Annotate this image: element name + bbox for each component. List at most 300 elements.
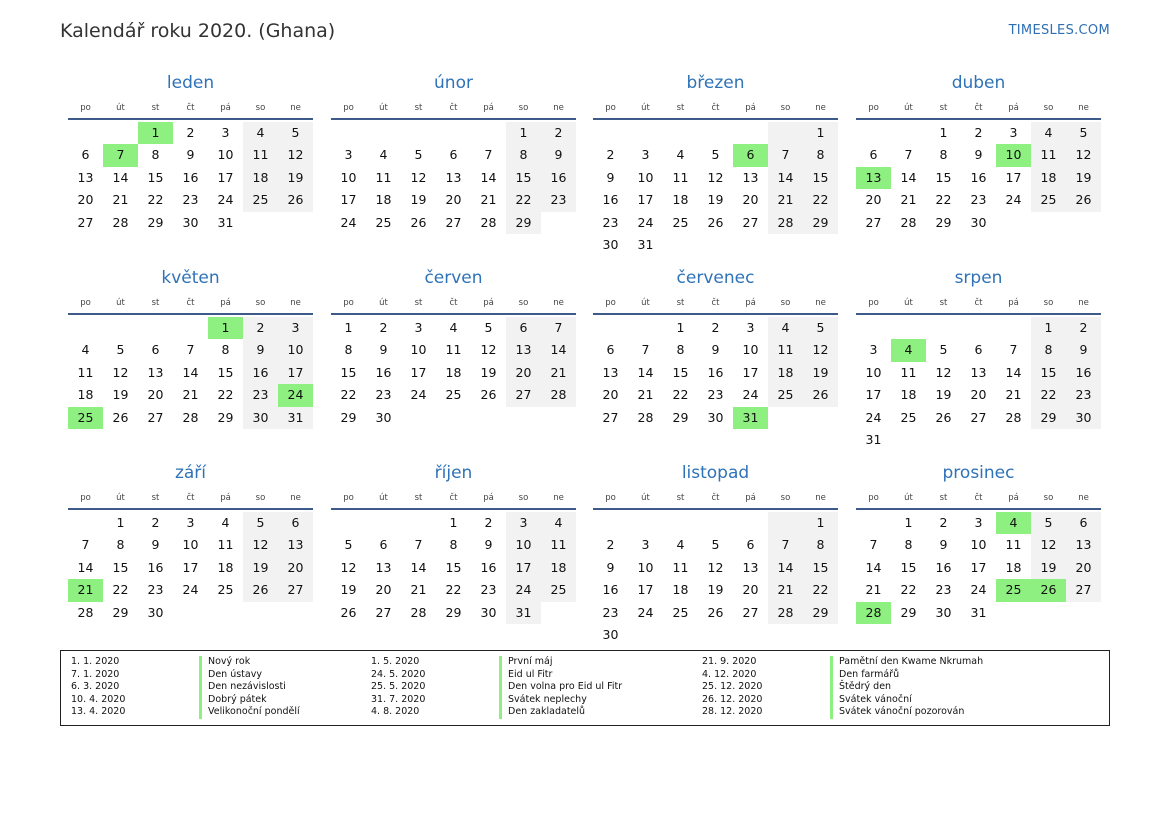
day-cell[interactable]: 9 bbox=[151, 537, 160, 553]
day-cell[interactable]: 24 bbox=[637, 604, 654, 620]
day-cell[interactable]: 25 bbox=[672, 604, 689, 620]
day-cell[interactable]: 2 bbox=[939, 515, 948, 530]
day-cell[interactable]: 7 bbox=[768, 534, 803, 556]
day-cell[interactable]: 29 bbox=[506, 212, 541, 234]
day-cell[interactable]: 30 bbox=[707, 409, 724, 425]
day-cell[interactable]: 27 bbox=[77, 214, 94, 230]
day-cell[interactable]: 12 bbox=[340, 559, 357, 575]
day-cell[interactable]: 6 bbox=[606, 342, 615, 358]
day-cell[interactable]: 9 bbox=[606, 559, 615, 575]
day-cell[interactable]: 17 bbox=[1005, 169, 1022, 185]
day-cell[interactable]: 18 bbox=[672, 582, 689, 598]
day-cell[interactable]: 22 bbox=[1031, 384, 1066, 406]
day-cell[interactable]: 21 bbox=[637, 387, 654, 403]
day-cell[interactable]: 10 bbox=[410, 342, 427, 358]
day-cell[interactable]: 9 bbox=[939, 537, 948, 553]
day-cell[interactable]: 8 bbox=[116, 537, 125, 553]
day-cell[interactable]: 17 bbox=[182, 559, 199, 575]
day-cell[interactable]: 24 bbox=[217, 192, 234, 208]
day-cell[interactable]: 5 bbox=[939, 342, 948, 358]
day-cell[interactable]: 25 bbox=[445, 387, 462, 403]
day-cell[interactable]: 4 bbox=[243, 122, 278, 144]
day-cell[interactable]: 13 bbox=[147, 364, 164, 380]
day-cell[interactable]: 16 bbox=[147, 559, 164, 575]
day-cell[interactable]: 29 bbox=[445, 604, 462, 620]
day-cell[interactable]: 21 bbox=[900, 192, 917, 208]
day-cell[interactable]: 3 bbox=[746, 320, 755, 335]
day-cell[interactable]: 23 bbox=[935, 582, 952, 598]
day-cell[interactable]: 15 bbox=[803, 557, 838, 579]
day-cell[interactable]: 21 bbox=[112, 192, 129, 208]
day-cell[interactable]: 19 bbox=[278, 167, 313, 189]
day-cell[interactable]: 6 bbox=[81, 147, 90, 163]
day-cell[interactable]: 19 bbox=[707, 582, 724, 598]
day-cell[interactable]: 26 bbox=[707, 214, 724, 230]
day-cell[interactable]: 14 bbox=[1005, 364, 1022, 380]
day-cell[interactable]: 27 bbox=[147, 409, 164, 425]
day-cell[interactable]: 6 bbox=[379, 537, 388, 553]
day-cell[interactable]: 16 bbox=[1066, 362, 1101, 384]
day-cell[interactable]: 1 bbox=[676, 320, 685, 335]
day-cell[interactable]: 17 bbox=[410, 364, 427, 380]
holiday-day-cell[interactable]: 31 bbox=[733, 407, 768, 429]
day-cell[interactable]: 12 bbox=[935, 364, 952, 380]
day-cell[interactable]: 30 bbox=[375, 409, 392, 425]
day-cell[interactable]: 22 bbox=[672, 387, 689, 403]
day-cell[interactable]: 31 bbox=[278, 407, 313, 429]
day-cell[interactable]: 26 bbox=[707, 604, 724, 620]
day-cell[interactable]: 13 bbox=[742, 559, 759, 575]
day-cell[interactable]: 29 bbox=[900, 604, 917, 620]
day-cell[interactable]: 19 bbox=[707, 192, 724, 208]
day-cell[interactable]: 24 bbox=[182, 582, 199, 598]
day-cell[interactable]: 4 bbox=[541, 512, 576, 534]
day-cell[interactable]: 19 bbox=[803, 362, 838, 384]
day-cell[interactable]: 23 bbox=[375, 387, 392, 403]
day-cell[interactable]: 6 bbox=[449, 147, 458, 163]
day-cell[interactable]: 4 bbox=[379, 147, 388, 163]
day-cell[interactable]: 23 bbox=[182, 192, 199, 208]
day-cell[interactable]: 11 bbox=[77, 364, 94, 380]
day-cell[interactable]: 9 bbox=[484, 537, 493, 553]
day-cell[interactable]: 28 bbox=[900, 214, 917, 230]
day-cell[interactable]: 20 bbox=[970, 387, 987, 403]
day-cell[interactable]: 8 bbox=[939, 147, 948, 163]
day-cell[interactable]: 2 bbox=[186, 125, 195, 140]
day-cell[interactable]: 2 bbox=[711, 320, 720, 335]
day-cell[interactable]: 12 bbox=[707, 559, 724, 575]
day-cell[interactable]: 2 bbox=[243, 317, 278, 339]
day-cell[interactable]: 22 bbox=[803, 189, 838, 211]
day-cell[interactable]: 27 bbox=[742, 604, 759, 620]
day-cell[interactable]: 3 bbox=[869, 342, 878, 358]
day-cell[interactable]: 4 bbox=[676, 537, 685, 553]
day-cell[interactable]: 20 bbox=[742, 192, 759, 208]
day-cell[interactable]: 2 bbox=[541, 122, 576, 144]
day-cell[interactable]: 10 bbox=[506, 534, 541, 556]
day-cell[interactable]: 13 bbox=[506, 339, 541, 361]
day-cell[interactable]: 1 bbox=[939, 125, 948, 140]
day-cell[interactable]: 22 bbox=[340, 387, 357, 403]
day-cell[interactable]: 25 bbox=[375, 214, 392, 230]
day-cell[interactable]: 4 bbox=[676, 147, 685, 163]
day-cell[interactable]: 26 bbox=[480, 387, 497, 403]
day-cell[interactable]: 10 bbox=[637, 559, 654, 575]
day-cell[interactable]: 21 bbox=[480, 192, 497, 208]
day-cell[interactable]: 9 bbox=[1066, 339, 1101, 361]
day-cell[interactable]: 17 bbox=[340, 192, 357, 208]
day-cell[interactable]: 9 bbox=[186, 147, 195, 163]
holiday-day-cell[interactable]: 1 bbox=[138, 122, 173, 144]
day-cell[interactable]: 13 bbox=[375, 559, 392, 575]
day-cell[interactable]: 30 bbox=[480, 604, 497, 620]
day-cell[interactable]: 31 bbox=[637, 236, 654, 252]
day-cell[interactable]: 6 bbox=[746, 537, 755, 553]
day-cell[interactable]: 11 bbox=[1005, 537, 1022, 553]
day-cell[interactable]: 14 bbox=[541, 339, 576, 361]
day-cell[interactable]: 16 bbox=[602, 192, 619, 208]
day-cell[interactable]: 13 bbox=[1066, 534, 1101, 556]
day-cell[interactable]: 16 bbox=[707, 364, 724, 380]
day-cell[interactable]: 18 bbox=[541, 557, 576, 579]
day-cell[interactable]: 6 bbox=[869, 147, 878, 163]
day-cell[interactable]: 8 bbox=[449, 537, 458, 553]
day-cell[interactable]: 10 bbox=[742, 342, 759, 358]
day-cell[interactable]: 17 bbox=[506, 557, 541, 579]
day-cell[interactable]: 19 bbox=[1066, 167, 1101, 189]
day-cell[interactable]: 26 bbox=[112, 409, 129, 425]
day-cell[interactable]: 10 bbox=[637, 169, 654, 185]
day-cell[interactable]: 4 bbox=[768, 317, 803, 339]
day-cell[interactable]: 15 bbox=[803, 167, 838, 189]
day-cell[interactable]: 5 bbox=[803, 317, 838, 339]
day-cell[interactable]: 15 bbox=[445, 559, 462, 575]
day-cell[interactable]: 6 bbox=[506, 317, 541, 339]
day-cell[interactable]: 9 bbox=[541, 144, 576, 166]
day-cell[interactable]: 28 bbox=[768, 602, 803, 624]
day-cell[interactable]: 16 bbox=[935, 559, 952, 575]
day-cell[interactable]: 30 bbox=[243, 407, 278, 429]
day-cell[interactable]: 13 bbox=[742, 169, 759, 185]
day-cell[interactable]: 5 bbox=[414, 147, 423, 163]
day-cell[interactable]: 22 bbox=[147, 192, 164, 208]
day-cell[interactable]: 8 bbox=[221, 342, 230, 358]
day-cell[interactable]: 20 bbox=[602, 387, 619, 403]
day-cell[interactable]: 6 bbox=[278, 512, 313, 534]
day-cell[interactable]: 11 bbox=[768, 339, 803, 361]
day-cell[interactable]: 27 bbox=[1066, 579, 1101, 601]
holiday-day-cell[interactable]: 28 bbox=[856, 602, 891, 624]
day-cell[interactable]: 28 bbox=[410, 604, 427, 620]
holiday-day-cell[interactable]: 13 bbox=[856, 167, 891, 189]
day-cell[interactable]: 15 bbox=[112, 559, 129, 575]
day-cell[interactable]: 3 bbox=[221, 125, 230, 140]
day-cell[interactable]: 18 bbox=[77, 387, 94, 403]
day-cell[interactable]: 10 bbox=[340, 169, 357, 185]
day-cell[interactable]: 4 bbox=[1031, 122, 1066, 144]
day-cell[interactable]: 2 bbox=[974, 125, 983, 140]
day-cell[interactable]: 19 bbox=[112, 387, 129, 403]
day-cell[interactable]: 14 bbox=[112, 169, 129, 185]
day-cell[interactable]: 5 bbox=[278, 122, 313, 144]
day-cell[interactable]: 29 bbox=[112, 604, 129, 620]
day-cell[interactable]: 3 bbox=[641, 537, 650, 553]
day-cell[interactable]: 3 bbox=[278, 317, 313, 339]
day-cell[interactable]: 14 bbox=[768, 167, 803, 189]
day-cell[interactable]: 4 bbox=[81, 342, 90, 358]
day-cell[interactable]: 1 bbox=[803, 122, 838, 144]
day-cell[interactable]: 1 bbox=[116, 515, 125, 530]
day-cell[interactable]: 5 bbox=[484, 320, 493, 335]
day-cell[interactable]: 22 bbox=[445, 582, 462, 598]
day-cell[interactable]: 15 bbox=[672, 364, 689, 380]
day-cell[interactable]: 3 bbox=[974, 515, 983, 530]
day-cell[interactable]: 23 bbox=[147, 582, 164, 598]
day-cell[interactable]: 14 bbox=[77, 559, 94, 575]
day-cell[interactable]: 15 bbox=[506, 167, 541, 189]
day-cell[interactable]: 17 bbox=[865, 387, 882, 403]
day-cell[interactable]: 12 bbox=[243, 534, 278, 556]
day-cell[interactable]: 29 bbox=[672, 409, 689, 425]
day-cell[interactable]: 28 bbox=[480, 214, 497, 230]
day-cell[interactable]: 25 bbox=[243, 189, 278, 211]
day-cell[interactable]: 20 bbox=[1066, 557, 1101, 579]
day-cell[interactable]: 22 bbox=[112, 582, 129, 598]
day-cell[interactable]: 11 bbox=[1031, 144, 1066, 166]
day-cell[interactable]: 2 bbox=[484, 515, 493, 530]
day-cell[interactable]: 16 bbox=[602, 582, 619, 598]
day-cell[interactable]: 8 bbox=[151, 147, 160, 163]
day-cell[interactable]: 19 bbox=[243, 557, 278, 579]
day-cell[interactable]: 18 bbox=[768, 362, 803, 384]
day-cell[interactable]: 26 bbox=[1066, 189, 1101, 211]
day-cell[interactable]: 2 bbox=[151, 515, 160, 530]
day-cell[interactable]: 2 bbox=[1066, 317, 1101, 339]
day-cell[interactable]: 22 bbox=[506, 189, 541, 211]
day-cell[interactable]: 23 bbox=[602, 604, 619, 620]
day-cell[interactable]: 15 bbox=[935, 169, 952, 185]
day-cell[interactable]: 11 bbox=[672, 559, 689, 575]
day-cell[interactable]: 8 bbox=[1031, 339, 1066, 361]
day-cell[interactable]: 19 bbox=[935, 387, 952, 403]
day-cell[interactable]: 10 bbox=[865, 364, 882, 380]
day-cell[interactable]: 15 bbox=[900, 559, 917, 575]
day-cell[interactable]: 8 bbox=[904, 537, 913, 553]
day-cell[interactable]: 24 bbox=[742, 387, 759, 403]
day-cell[interactable]: 21 bbox=[768, 579, 803, 601]
day-cell[interactable]: 17 bbox=[217, 169, 234, 185]
day-cell[interactable]: 5 bbox=[344, 537, 353, 553]
day-cell[interactable]: 8 bbox=[344, 342, 353, 358]
day-cell[interactable]: 11 bbox=[672, 169, 689, 185]
day-cell[interactable]: 17 bbox=[742, 364, 759, 380]
day-cell[interactable]: 13 bbox=[77, 169, 94, 185]
day-cell[interactable]: 29 bbox=[1031, 407, 1066, 429]
day-cell[interactable]: 24 bbox=[506, 579, 541, 601]
day-cell[interactable]: 4 bbox=[221, 515, 230, 530]
day-cell[interactable]: 17 bbox=[637, 582, 654, 598]
day-cell[interactable]: 24 bbox=[637, 214, 654, 230]
day-cell[interactable]: 19 bbox=[340, 582, 357, 598]
day-cell[interactable]: 11 bbox=[541, 534, 576, 556]
day-cell[interactable]: 31 bbox=[865, 431, 882, 447]
day-cell[interactable]: 13 bbox=[970, 364, 987, 380]
day-cell[interactable]: 18 bbox=[1031, 167, 1066, 189]
day-cell[interactable]: 3 bbox=[1009, 125, 1018, 140]
day-cell[interactable]: 21 bbox=[182, 387, 199, 403]
day-cell[interactable]: 17 bbox=[970, 559, 987, 575]
day-cell[interactable]: 23 bbox=[541, 189, 576, 211]
day-cell[interactable]: 14 bbox=[182, 364, 199, 380]
day-cell[interactable]: 1 bbox=[1031, 317, 1066, 339]
holiday-day-cell[interactable]: 7 bbox=[103, 144, 138, 166]
day-cell[interactable]: 28 bbox=[182, 409, 199, 425]
holiday-day-cell[interactable]: 6 bbox=[733, 144, 768, 166]
day-cell[interactable]: 11 bbox=[375, 169, 392, 185]
day-cell[interactable]: 7 bbox=[414, 537, 423, 553]
day-cell[interactable]: 27 bbox=[278, 579, 313, 601]
day-cell[interactable]: 29 bbox=[217, 409, 234, 425]
day-cell[interactable]: 27 bbox=[865, 214, 882, 230]
day-cell[interactable]: 25 bbox=[1031, 189, 1066, 211]
day-cell[interactable]: 23 bbox=[1066, 384, 1101, 406]
day-cell[interactable]: 12 bbox=[1066, 144, 1101, 166]
day-cell[interactable]: 12 bbox=[112, 364, 129, 380]
day-cell[interactable]: 19 bbox=[410, 192, 427, 208]
holiday-day-cell[interactable]: 4 bbox=[996, 512, 1031, 534]
day-cell[interactable]: 25 bbox=[768, 384, 803, 406]
day-cell[interactable]: 12 bbox=[803, 339, 838, 361]
day-cell[interactable]: 29 bbox=[340, 409, 357, 425]
day-cell[interactable]: 23 bbox=[970, 192, 987, 208]
day-cell[interactable]: 12 bbox=[707, 169, 724, 185]
day-cell[interactable]: 9 bbox=[974, 147, 983, 163]
day-cell[interactable]: 20 bbox=[506, 362, 541, 384]
day-cell[interactable]: 21 bbox=[410, 582, 427, 598]
day-cell[interactable]: 27 bbox=[742, 214, 759, 230]
day-cell[interactable]: 16 bbox=[375, 364, 392, 380]
day-cell[interactable]: 29 bbox=[935, 214, 952, 230]
day-cell[interactable]: 5 bbox=[1031, 512, 1066, 534]
day-cell[interactable]: 23 bbox=[480, 582, 497, 598]
day-cell[interactable]: 18 bbox=[672, 192, 689, 208]
day-cell[interactable]: 26 bbox=[935, 409, 952, 425]
day-cell[interactable]: 14 bbox=[768, 557, 803, 579]
holiday-day-cell[interactable]: 21 bbox=[68, 579, 103, 601]
day-cell[interactable]: 6 bbox=[974, 342, 983, 358]
day-cell[interactable]: 21 bbox=[541, 362, 576, 384]
day-cell[interactable]: 17 bbox=[637, 192, 654, 208]
day-cell[interactable]: 1 bbox=[449, 515, 458, 530]
day-cell[interactable]: 27 bbox=[506, 384, 541, 406]
day-cell[interactable]: 25 bbox=[900, 409, 917, 425]
day-cell[interactable]: 30 bbox=[970, 214, 987, 230]
day-cell[interactable]: 23 bbox=[602, 214, 619, 230]
day-cell[interactable]: 5 bbox=[243, 512, 278, 534]
day-cell[interactable]: 9 bbox=[606, 169, 615, 185]
day-cell[interactable]: 19 bbox=[1031, 557, 1066, 579]
day-cell[interactable]: 20 bbox=[742, 582, 759, 598]
day-cell[interactable]: 27 bbox=[375, 604, 392, 620]
day-cell[interactable]: 5 bbox=[1066, 122, 1101, 144]
holiday-day-cell[interactable]: 24 bbox=[278, 384, 313, 406]
day-cell[interactable]: 20 bbox=[865, 192, 882, 208]
day-cell[interactable]: 11 bbox=[900, 364, 917, 380]
day-cell[interactable]: 4 bbox=[449, 320, 458, 335]
day-cell[interactable]: 24 bbox=[340, 214, 357, 230]
day-cell[interactable]: 17 bbox=[278, 362, 313, 384]
day-cell[interactable]: 14 bbox=[900, 169, 917, 185]
day-cell[interactable]: 18 bbox=[900, 387, 917, 403]
holiday-day-cell[interactable]: 1 bbox=[208, 317, 243, 339]
day-cell[interactable]: 30 bbox=[147, 604, 164, 620]
day-cell[interactable]: 8 bbox=[803, 534, 838, 556]
day-cell[interactable]: 31 bbox=[217, 214, 234, 230]
day-cell[interactable]: 12 bbox=[480, 342, 497, 358]
day-cell[interactable]: 18 bbox=[1005, 559, 1022, 575]
day-cell[interactable]: 29 bbox=[147, 214, 164, 230]
day-cell[interactable]: 23 bbox=[707, 387, 724, 403]
day-cell[interactable]: 21 bbox=[865, 582, 882, 598]
day-cell[interactable]: 6 bbox=[1066, 512, 1101, 534]
day-cell[interactable]: 10 bbox=[182, 537, 199, 553]
day-cell[interactable]: 24 bbox=[1005, 192, 1022, 208]
day-cell[interactable]: 11 bbox=[445, 342, 462, 358]
day-cell[interactable]: 9 bbox=[711, 342, 720, 358]
day-cell[interactable]: 31 bbox=[970, 604, 987, 620]
day-cell[interactable]: 3 bbox=[641, 147, 650, 163]
day-cell[interactable]: 28 bbox=[77, 604, 94, 620]
day-cell[interactable]: 26 bbox=[410, 214, 427, 230]
day-cell[interactable]: 1 bbox=[344, 320, 353, 335]
day-cell[interactable]: 16 bbox=[480, 559, 497, 575]
holiday-day-cell[interactable]: 25 bbox=[68, 407, 103, 429]
day-cell[interactable]: 30 bbox=[602, 236, 619, 252]
holiday-day-cell[interactable]: 26 bbox=[1031, 579, 1066, 601]
day-cell[interactable]: 9 bbox=[243, 339, 278, 361]
day-cell[interactable]: 20 bbox=[77, 192, 94, 208]
day-cell[interactable]: 7 bbox=[186, 342, 195, 358]
day-cell[interactable]: 15 bbox=[217, 364, 234, 380]
day-cell[interactable]: 23 bbox=[243, 384, 278, 406]
day-cell[interactable]: 11 bbox=[243, 144, 278, 166]
day-cell[interactable]: 3 bbox=[186, 515, 195, 530]
day-cell[interactable]: 26 bbox=[340, 604, 357, 620]
day-cell[interactable]: 7 bbox=[904, 147, 913, 163]
day-cell[interactable]: 5 bbox=[116, 342, 125, 358]
day-cell[interactable]: 6 bbox=[151, 342, 160, 358]
day-cell[interactable]: 30 bbox=[602, 626, 619, 642]
day-cell[interactable]: 8 bbox=[676, 342, 685, 358]
day-cell[interactable]: 26 bbox=[278, 189, 313, 211]
day-cell[interactable]: 3 bbox=[344, 147, 353, 163]
day-cell[interactable]: 20 bbox=[147, 387, 164, 403]
day-cell[interactable]: 26 bbox=[803, 384, 838, 406]
day-cell[interactable]: 28 bbox=[112, 214, 129, 230]
brand-logo-text[interactable]: TIMESLES.COM bbox=[1008, 23, 1110, 38]
day-cell[interactable]: 13 bbox=[602, 364, 619, 380]
day-cell[interactable]: 18 bbox=[217, 559, 234, 575]
day-cell[interactable]: 3 bbox=[414, 320, 423, 335]
day-cell[interactable]: 16 bbox=[541, 167, 576, 189]
day-cell[interactable]: 8 bbox=[803, 144, 838, 166]
holiday-day-cell[interactable]: 4 bbox=[891, 339, 926, 361]
day-cell[interactable]: 2 bbox=[606, 147, 615, 163]
day-cell[interactable]: 14 bbox=[480, 169, 497, 185]
day-cell[interactable]: 30 bbox=[935, 604, 952, 620]
day-cell[interactable]: 12 bbox=[410, 169, 427, 185]
day-cell[interactable]: 29 bbox=[803, 212, 838, 234]
